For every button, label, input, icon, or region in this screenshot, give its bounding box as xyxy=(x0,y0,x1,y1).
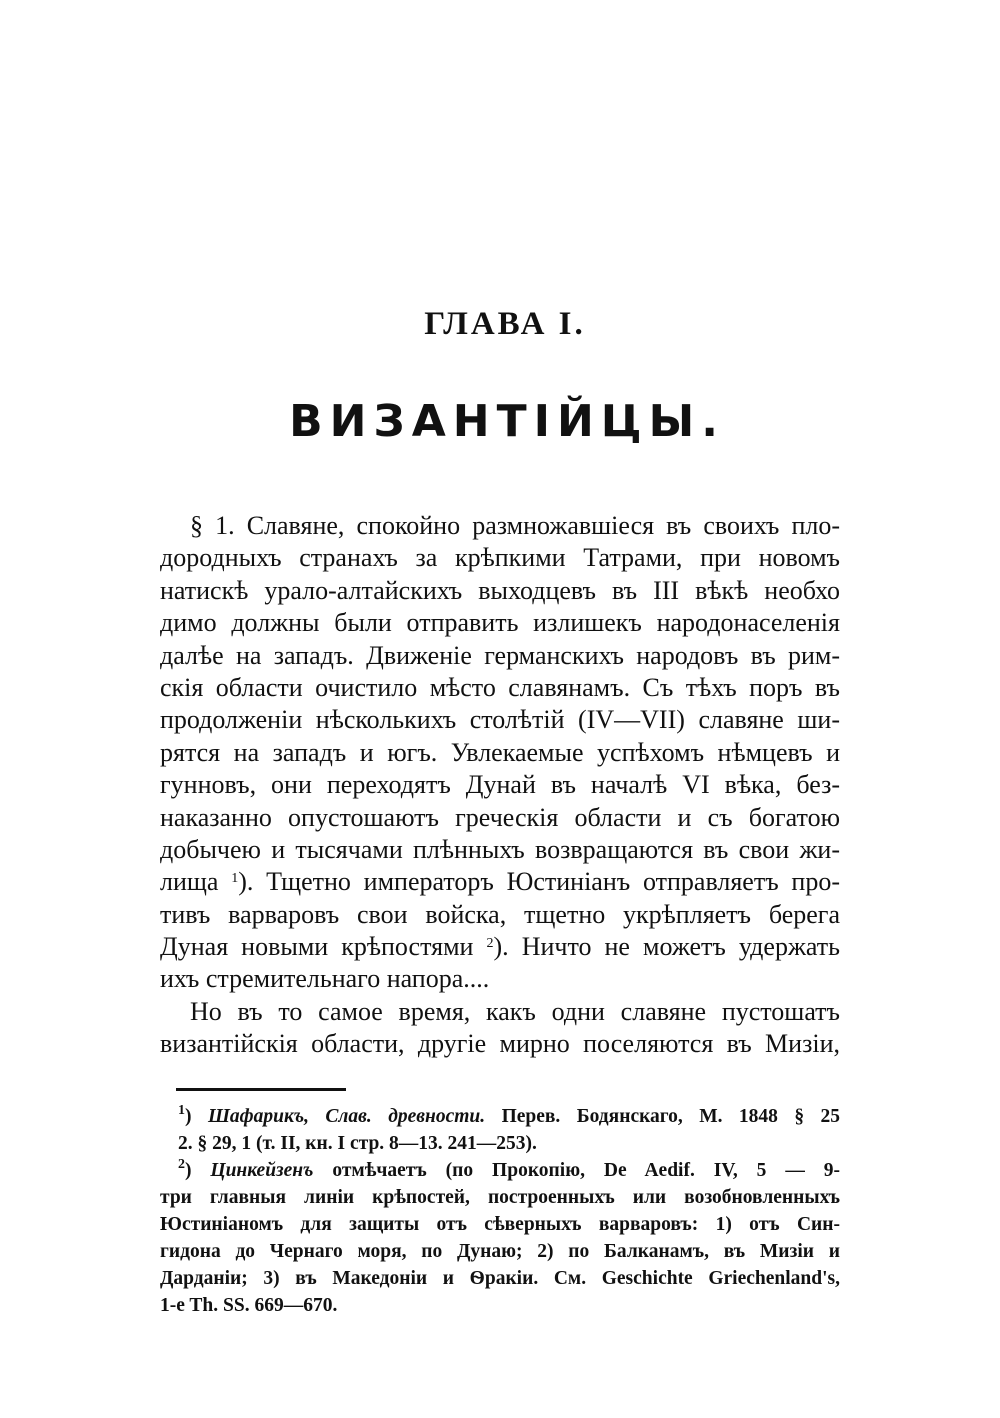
chapter-label: ГЛАВА I. xyxy=(424,306,586,342)
footnote-text: гидона до Чернаго моря, по Дунаю; 2) по Балканамъ, въ Мизіи и xyxy=(160,1241,840,1262)
footnote-text: 2. § 29, 1 (т. II, кн. I стр. 8—13. 241—253). xyxy=(178,1133,537,1154)
footnote-text: три главныя линіи крѣпостей, построенныхъ или возобновленныхъ xyxy=(160,1187,840,1208)
line-text: лища xyxy=(160,867,219,897)
text-line xyxy=(160,704,840,736)
text-line xyxy=(160,769,840,801)
line-text: натискѣ урало-алтайскихъ выходцевъ въ III вѣкѣ необхо xyxy=(160,575,840,605)
footnote-text: Перев. Бодянскаго, М. 1848 § 25 xyxy=(501,1106,841,1127)
text-line xyxy=(160,866,840,898)
text-line xyxy=(160,963,840,995)
footnote-text: 1-e Th. SS. 669—670. xyxy=(160,1295,338,1316)
line-text: скія области очистило мѣсто славянамъ. Съ тѣхъ поръ въ xyxy=(160,672,840,702)
footnote-mark: 2 xyxy=(178,1157,185,1172)
text-line xyxy=(160,510,840,542)
text-line xyxy=(160,996,840,1028)
footnote-text: Юстиніаномъ для защиты отъ сѣверныхъ варваровъ: 1) отъ Син- xyxy=(160,1214,840,1235)
line-text: продолженіи нѣсколькихъ столѣтій (IV—VII) славяне ши- xyxy=(160,705,840,735)
footnote-ref: 1 xyxy=(231,871,239,887)
footnote-work: Слав. древности. xyxy=(325,1106,486,1127)
text-line xyxy=(160,607,840,639)
text-line xyxy=(160,899,840,931)
footnote-line: $^2$) Цинкейзенъ отмѣчаетъ (по Прокопію, De Aedif. IV, 5 — 9- xyxy=(178,1157,840,1181)
line-text: тивъ варваровъ свои войска, тщетно укрѣпляетъ берега xyxy=(160,899,840,929)
line-text: ). Тщетно императоръ Юстиніанъ отправляетъ про- xyxy=(238,867,841,897)
text-line xyxy=(160,672,840,704)
line-text: ихъ стремительнаго напора.... xyxy=(160,964,490,994)
line-text: Но въ то самое время, какъ одни славяне пустошатъ xyxy=(190,996,840,1026)
footnote-line xyxy=(160,1265,840,1292)
body-text xyxy=(160,510,840,1061)
footnote-divider xyxy=(176,1088,346,1091)
footnote-ref: 2 xyxy=(486,936,494,952)
line-text: § 1. Славяне, спокойно размножавшіеся въ своихъ пло- xyxy=(190,511,840,540)
text-line xyxy=(160,931,840,963)
footnote-line xyxy=(160,1238,840,1265)
text-line xyxy=(160,802,840,834)
line-text: Дуная новыми крѣпостями xyxy=(160,932,474,962)
line-text: дородныхъ странахъ за крѣпкими Татрами, при новомъ xyxy=(160,543,840,573)
line-text: димо должны были отправить излишекъ народонаселенія xyxy=(160,608,840,638)
footnote-line xyxy=(160,1292,840,1319)
text-line xyxy=(160,640,840,672)
line-text: добычею и тысячами плѣнныхъ возвращаются въ свои жи- xyxy=(160,834,840,864)
line-text: гунновъ, они переходятъ Дунай въ началѣ VI вѣка, без- xyxy=(160,770,840,800)
text-line xyxy=(160,1028,840,1060)
footnote-text: Дарданіи; 3) въ Македоніи и Ѳракіи. См. Geschichte Griechenland's, xyxy=(160,1268,840,1289)
text-line xyxy=(160,737,840,769)
line-text: рятся на западъ и югъ. Увлекаемые успѣхомъ нѣмцевъ и xyxy=(160,737,840,767)
footnote-mark: 1 xyxy=(178,1103,185,1118)
footnote-author: Шафарикъ, xyxy=(207,1106,309,1127)
text-line xyxy=(160,834,840,866)
footnote-line xyxy=(160,1130,840,1157)
line-text: ). Ничто не можетъ удержать xyxy=(493,932,841,962)
line-text: византійскія области, другіе мирно поселяются въ Мизіи, xyxy=(160,1029,840,1059)
footnote-text: отмѣчаетъ (по Прокопію, De Aedif. IV, 5 — 9- xyxy=(332,1160,840,1181)
text-line xyxy=(160,542,840,574)
footnote-author: Цинкейзенъ xyxy=(210,1160,314,1181)
text-line xyxy=(160,575,840,607)
footnotes xyxy=(160,1103,840,1319)
line-text: наказанно опустошаютъ греческія области и съ богатою xyxy=(160,802,840,832)
line-text: далѣе на западъ. Движеніе германскихъ народовъ въ рим- xyxy=(160,640,840,670)
footnote-line: $^1$) Шафарикъ, Слав. древности. Перев. Бодянскаго, М. 1848 § 25 xyxy=(178,1103,841,1127)
footnote-line xyxy=(160,1184,840,1211)
chapter-title: ВИЗАНТІЙЦЫ. xyxy=(289,396,725,447)
footnote-line xyxy=(160,1211,840,1238)
